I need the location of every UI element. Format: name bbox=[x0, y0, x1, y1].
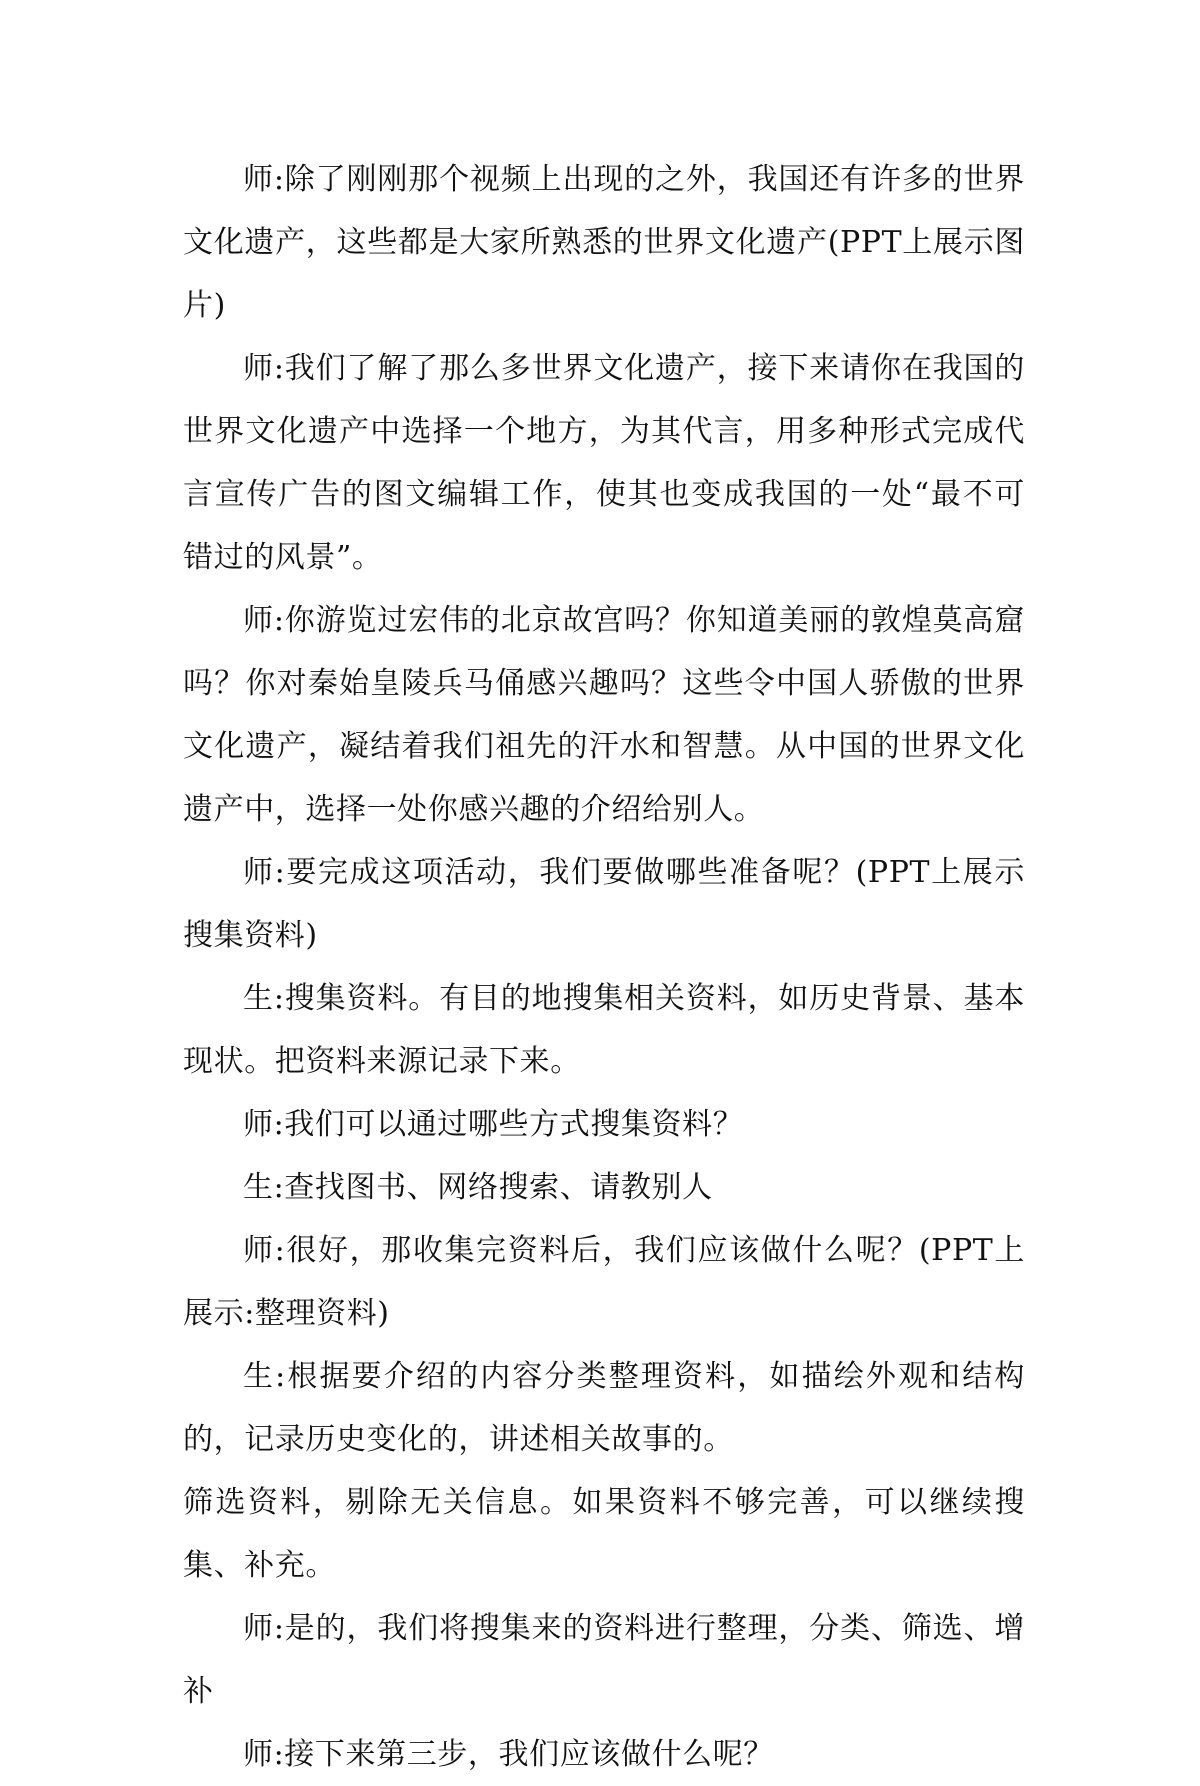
document-body bbox=[183, 148, 1025, 1786]
paragraph: 生:搜集资料。有目的地搜集相关资料，如历史背景、基本现状。把资料来源记录下来。 bbox=[183, 981, 1025, 1079]
paragraph: 师:我们了解了那么多世界文化遗产，接下来请你在我国的世界文化遗产中选择一个地方，为其代言，用多种形式完成代言宣传广告的图文编辑工作，使其也变成我国的一处“最不可错过的风景”。 bbox=[183, 351, 1025, 575]
paragraph: 生:根据要介绍的内容分类整理资料，如描绘外观和结构的，记录历史变化的，讲述相关故事的。 bbox=[183, 1359, 1025, 1457]
paragraph: 师:除了刚刚那个视频上出现的之外，我国还有许多的世界文化遗产，这些都是大家所熟悉的世界文化遗产(PPT上展示图片) bbox=[183, 162, 1025, 323]
paragraph: 师:你游览过宏伟的北京故宫吗？你知道美丽的敦煌莫高窟吗？你对秦始皇陵兵马俑感兴趣吗？这些令中国人骄傲的世界文化遗产，凝结着我们祖先的汗水和智慧。从中国的世界文化遗产中，选择一处你感兴趣的介绍给别人。 bbox=[183, 603, 1025, 827]
paragraph: 师:很好，那收集完资料后，我们应该做什么呢？(PPT上展示:整理资料) bbox=[183, 1233, 1025, 1331]
paragraph: 筛选资料，剔除无关信息。如果资料不够完善，可以继续搜集、补充。 bbox=[183, 1485, 1025, 1583]
paragraph: 师:是的，我们将搜集来的资料进行整理，分类、筛选、增补 bbox=[183, 1611, 1025, 1709]
paragraph: 师:我们可以通过哪些方式搜集资料？ bbox=[243, 1107, 744, 1142]
paragraph: 师:要完成这项活动，我们要做哪些准备呢？(PPT上展示搜集资料) bbox=[183, 855, 1025, 953]
paragraph: 生:查找图书、网络搜索、请教别人 bbox=[243, 1170, 713, 1205]
paragraph: 师:接下来第三步，我们应该做什么呢？ bbox=[243, 1737, 774, 1772]
